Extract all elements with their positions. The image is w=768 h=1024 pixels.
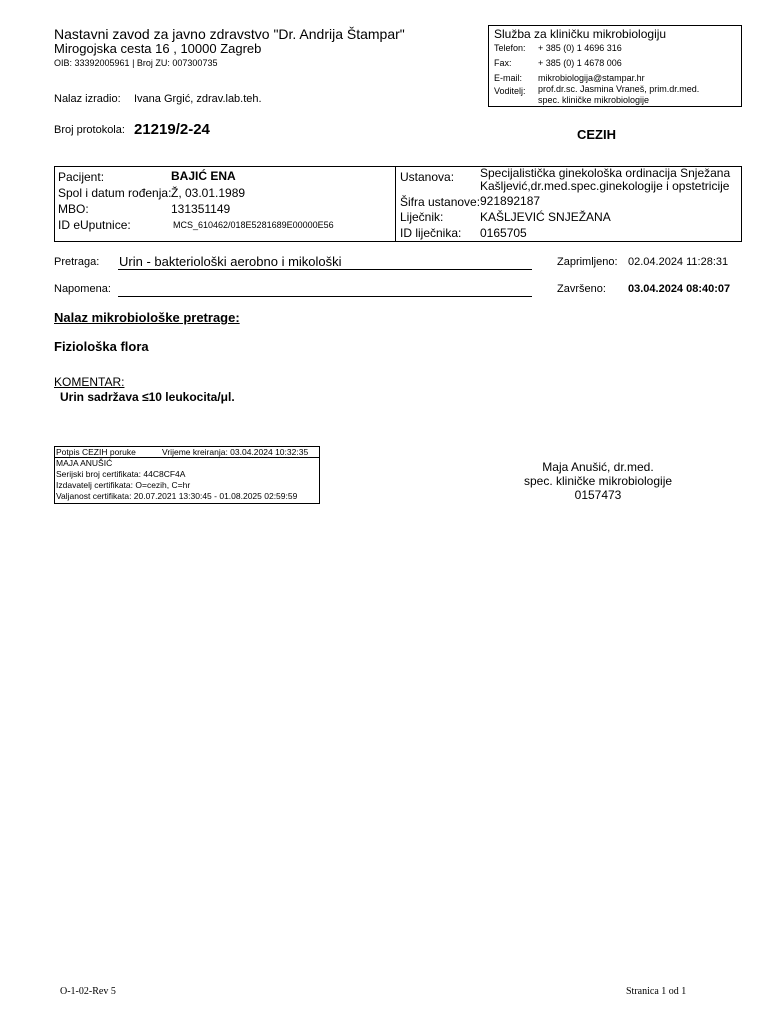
institution-label: Ustanova: <box>400 170 455 184</box>
institute-address: Mirogojska cesta 16 , 10000 Zagreb <box>54 41 262 56</box>
sex-dob-value: Ž, 03.01.1989 <box>171 186 246 200</box>
phone-label: Telefon: <box>494 43 526 53</box>
signature-label: Potpis CEZIH poruke <box>56 447 136 457</box>
institution-name-line2: Kašljević,dr.med.spec.ginekologije i opstetricije <box>480 179 730 193</box>
cezih-label: CEZIH <box>577 127 616 142</box>
note-underline <box>118 296 532 297</box>
head-line2: spec. kliničke mikrobiologije <box>538 95 650 105</box>
signer-id: 0157473 <box>574 488 622 502</box>
report-by-label: Nalaz izradio: <box>54 93 121 105</box>
service-box <box>488 25 742 107</box>
done-value: 03.04.2024 08:40:07 <box>628 283 731 295</box>
doctor-name: KAŠLJEVIĆ SNJEŽANA <box>480 210 611 224</box>
form-code: O-1-02-Rev 5 <box>60 986 116 997</box>
protocol-number: 21219/2-24 <box>134 121 210 138</box>
signature-signer: MAJA ANUŠIĆ <box>56 458 113 468</box>
fax-label: Fax: <box>494 58 512 68</box>
comment-text: Urin sadržava ≤10 leukocita/μl. <box>60 390 235 404</box>
signer-name: Maja Anušić, dr.med. <box>542 460 654 474</box>
sex-dob-label: Spol i datum rođenja: <box>58 186 172 200</box>
doctor-id: 0165705 <box>480 226 527 240</box>
signature-validity: Valjanost certifikata: 20.07.2021 13:30:45 - 01.08.2025 02:59:59 <box>56 491 298 501</box>
signature-created: Vrijeme kreiranja: 03.04.2024 10:32:35 <box>162 447 309 457</box>
eref-label: ID eUputnice: <box>58 218 131 232</box>
fax-value: + 385 (0) 1 4678 006 <box>538 58 622 68</box>
exam-underline <box>118 269 532 270</box>
patient-name-label: Pacijent: <box>58 170 105 184</box>
result-heading: Nalaz mikrobiološke pretrage: <box>54 310 240 325</box>
eref-value: MCS_610462/018E5281689E00000E56 <box>173 220 334 230</box>
institute-ids: OIB: 33392005961 | Broj ZU: 007300735 <box>54 58 218 68</box>
report-by-value: Ivana Grgić, zdrav.lab.teh. <box>134 93 262 105</box>
signature-issuer: Izdavatelj certifikata: O=cezih, C=hr <box>56 480 191 490</box>
email-label: E-mail: <box>494 73 523 83</box>
result-finding: Fiziološka flora <box>54 339 149 354</box>
mbo-label: MBO: <box>58 202 89 216</box>
email-value[interactable]: mikrobiologija@stampar.hr <box>538 73 645 83</box>
institution-code: 921892187 <box>480 194 541 208</box>
received-label: Zaprimljeno: <box>557 256 618 268</box>
page-number: Stranica 1 od 1 <box>626 986 687 997</box>
exam-value: Urin - bakteriološki aerobno i mikološki <box>119 254 342 269</box>
phone-value: + 385 (0) 1 4696 316 <box>538 43 622 53</box>
patient-box <box>54 166 742 242</box>
doctor-id-label: ID liječnika: <box>400 226 462 240</box>
head-label: Voditelj: <box>494 86 526 96</box>
signature-serial: Serijski broj certifikata: 44C8CF4A <box>56 469 186 479</box>
institute-name: Nastavni zavod za javno zdravstvo "Dr. Andrija Štampar" <box>54 26 405 42</box>
doctor-label: Liječnik: <box>400 210 444 224</box>
service-title: Služba za kliničku mikrobiologiju <box>494 27 667 41</box>
signer-title: spec. kliničke mikrobiologije <box>523 474 673 488</box>
note-label: Napomena: <box>54 283 111 295</box>
patient-name: BAJIĆ ENA <box>171 169 236 183</box>
protocol-label: Broj protokola: <box>54 124 125 136</box>
received-value: 02.04.2024 11:28:31 <box>628 256 729 268</box>
institution-code-label: Šifra ustanove: <box>400 195 481 209</box>
comment-label: KOMENTAR: <box>54 375 125 389</box>
head-line1: prof.dr.sc. Jasmina Vraneš, prim.dr.med. <box>538 84 700 94</box>
mbo-value: 131351149 <box>171 202 231 216</box>
signature-box <box>54 446 320 504</box>
done-label: Završeno: <box>557 283 606 295</box>
exam-label: Pretraga: <box>54 256 100 268</box>
institution-name-line1: Specijalistička ginekološka ordinacija Snježana <box>480 166 731 180</box>
